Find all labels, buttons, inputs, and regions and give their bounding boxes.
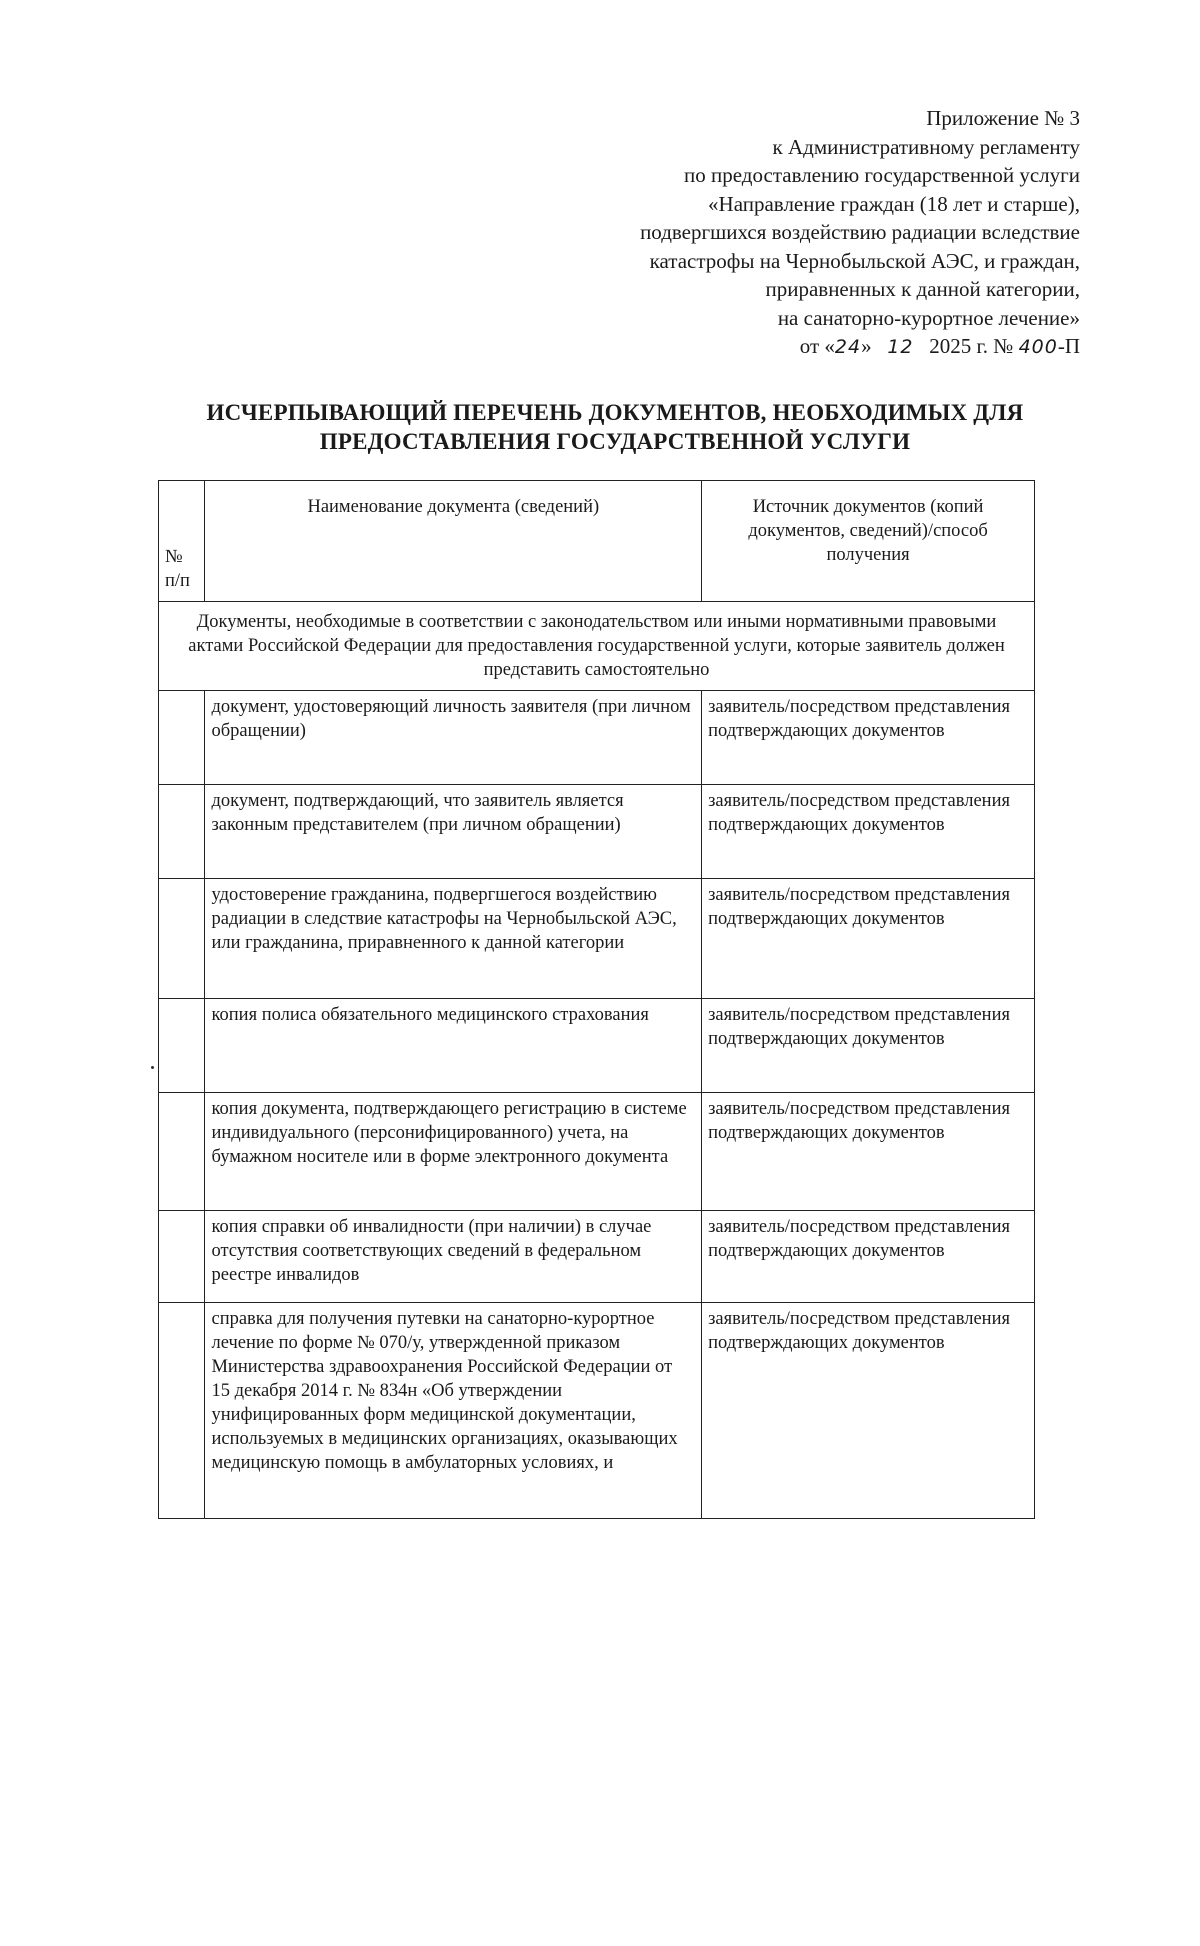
scan-artifact-dot — [151, 1066, 154, 1069]
row-name: удостоверение гражданина, подвергшегося воздействию радиации в следствие катастрофы на Чернобыльской АЭС, или гражданина, приравненного к данной категории — [205, 879, 702, 999]
page-title — [160, 398, 1070, 456]
row-num — [159, 691, 205, 785]
row-name: справка для получения путевки на санаторно-курортное лечение по форме № 070/у, утвержденной приказом Министерства здравоохранения Российской Федерации от 15 декабря 2014 г. № 834н «Об утверждении унифицированных форм медицинской документации, используемых в медицинских организациях, оказывающих медицинскую помощь в амбулаторных условиях, и — [205, 1303, 702, 1519]
row-source: заявитель/посредством представления подтверждающих документов — [702, 999, 1035, 1093]
appendix-number: Приложение № 3 — [926, 106, 1080, 130]
title-line-2: ПРЕДОСТАВЛЕНИЯ ГОСУДАРСТВЕННОЙ УСЛУГИ — [319, 429, 911, 454]
row-name: документ, удостоверяющий личность заявителя (при личном обращении) — [205, 691, 702, 785]
table-row — [159, 1093, 1035, 1211]
table-row — [159, 691, 1035, 785]
row-num — [159, 1211, 205, 1303]
appendix-header — [440, 104, 1080, 362]
handwritten-month: 12 — [887, 336, 914, 358]
row-num — [159, 1303, 205, 1519]
row-source: заявитель/посредством представления подтверждающих документов — [702, 879, 1035, 999]
service-title-line-3: катастрофы на Чернобыльской АЭС, и граждан, — [649, 248, 1080, 273]
documents-table — [158, 480, 1035, 1519]
table-row — [159, 1303, 1035, 1519]
table-row — [159, 999, 1035, 1093]
table-header-row — [159, 481, 1035, 602]
service-title-line-5: на санаторно-курортное лечение» — [777, 305, 1080, 330]
row-num — [159, 999, 205, 1093]
header-source: Источник документов (копий документов, сведений)/способ получения — [702, 481, 1035, 602]
service-ref: по предоставлению государственной услуги — [684, 163, 1080, 187]
service-title-line-2: подвергшихся воздействию радиации вследствие — [640, 220, 1080, 244]
header-name: Наименование документа (сведений) — [205, 481, 702, 602]
row-name: копия справки об инвалидности (при наличии) в случае отсутствия соответствующих сведений в федеральном реестре инвалидов — [205, 1211, 702, 1303]
row-num — [159, 1093, 205, 1211]
row-source: заявитель/посредством представления подтверждающих документов — [702, 1093, 1035, 1211]
row-num — [159, 879, 205, 999]
row-source: заявитель/посредством представления подтверждающих документов — [702, 1303, 1035, 1519]
table-row — [159, 785, 1035, 879]
row-num — [159, 785, 205, 879]
service-title-line-1: «Направление граждан (18 лет и старше), — [708, 191, 1080, 216]
table-row — [159, 879, 1035, 999]
row-name: копия полиса обязательного медицинского страхования — [205, 999, 702, 1093]
service-title-line-4: приравненных к данной категории, — [765, 277, 1080, 301]
table-row — [159, 1211, 1035, 1303]
section-title: Документы, необходимые в соответствии с законодательством или иными нормативными правовыми актами Российской Федерации для предоставления государственной услуги, которые заявитель должен представить самостоятельно — [159, 602, 1035, 691]
regulation-ref: к Административному регламенту — [772, 134, 1080, 159]
title-line-1: ИСЧЕРПЫВАЮЩИЙ ПЕРЕЧЕНЬ ДОКУМЕНТОВ, НЕОБХОДИМЫХ ДЛЯ — [206, 400, 1024, 425]
handwritten-number: 400 — [1018, 336, 1058, 358]
row-name: документ, подтверждающий, что заявитель является законным представителем (при личном обращении) — [205, 785, 702, 879]
row-name: копия документа, подтверждающего регистрацию в системе индивидуального (персонифицированного) учета, на бумажном носителе или в форме электронного документа — [205, 1093, 702, 1211]
row-source: заявитель/посредством представления подтверждающих документов — [702, 785, 1035, 879]
date-line: от «24» 12 2025 г. № 400-П — [799, 334, 1080, 358]
section-row — [159, 602, 1035, 691]
row-source: заявитель/посредством представления подтверждающих документов — [702, 1211, 1035, 1303]
handwritten-day: 24 — [834, 336, 862, 358]
row-source: заявитель/посредством представления подтверждающих документов — [702, 691, 1035, 785]
header-num: № п/п — [159, 481, 205, 602]
